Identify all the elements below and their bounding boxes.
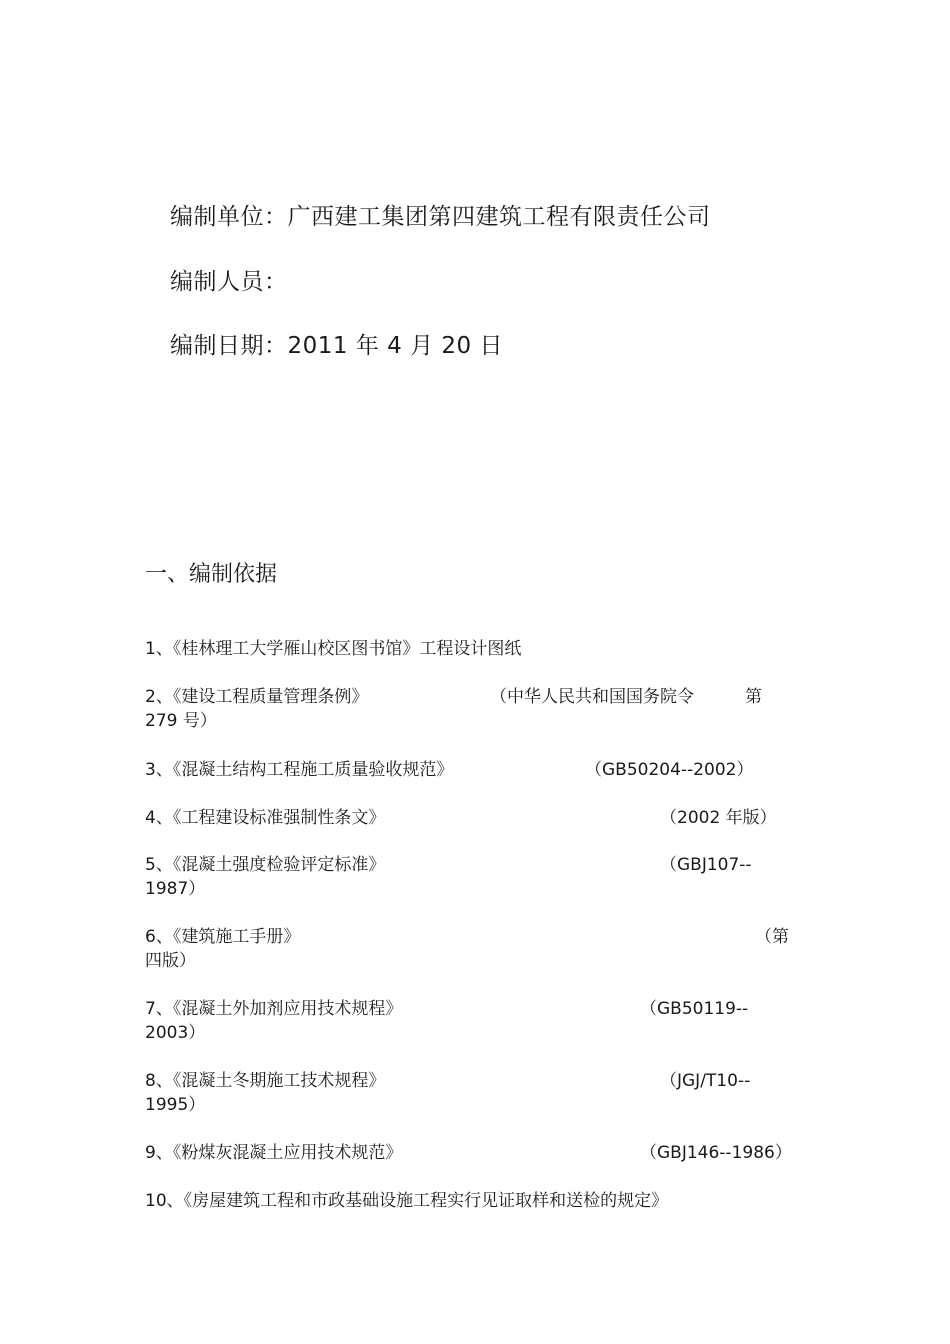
reference-code-continued: 2003） [145, 1023, 206, 1043]
reference-number: 3、 [145, 760, 173, 780]
reference-item-3 [145, 758, 805, 782]
reference-item-5 [145, 853, 805, 899]
reference-number: 8、 [145, 1071, 173, 1091]
reference-code: （GBJ107-- [660, 855, 752, 875]
reference-title: 《建筑施工手册》 [172, 927, 301, 947]
reference-title: 《房屋建筑工程和市政基础设施工程实行见证取样和送检的规定》 [183, 1191, 669, 1211]
reference-item-6 [145, 925, 805, 971]
reference-item-4 [145, 806, 805, 830]
reference-number: 2、 [145, 687, 173, 707]
reference-number: 6、 [145, 927, 173, 947]
reference-number: 9、 [145, 1143, 173, 1163]
reference-code: （中华人民共和国国务院令 第 [490, 687, 762, 707]
reference-code-continued: 四版） [145, 951, 196, 971]
reference-number: 1、 [145, 639, 173, 659]
reference-item-10 [145, 1189, 805, 1213]
reference-code: （GB50119-- [640, 999, 749, 1019]
reference-code: （JGJ/T10-- [660, 1071, 751, 1091]
reference-code: （GBJ146--1986） [640, 1143, 792, 1163]
reference-item-8 [145, 1069, 805, 1115]
compiling-date: 编制日期：2011 年 4 月 20 日 [170, 333, 503, 359]
reference-code: （2002 年版） [660, 808, 777, 828]
reference-number: 4、 [145, 808, 173, 828]
reference-title: 《混凝土冬期施工技术规程》 [172, 1071, 386, 1091]
compiling-staff: 编制人员： [170, 269, 288, 295]
section-heading: 一、编制依据 [145, 562, 278, 587]
compiling-unit: 编制单位：广西建工集团第四建筑工程有限责任公司 [170, 204, 711, 230]
reference-number: 7、 [145, 999, 173, 1019]
reference-item-1 [145, 637, 805, 661]
reference-code: （第 [755, 927, 789, 947]
reference-code-continued: 1995） [145, 1095, 206, 1115]
reference-code-continued: 279 号） [145, 711, 217, 731]
reference-title: 《混凝土强度检验评定标准》 [172, 855, 386, 875]
reference-item-2 [145, 685, 805, 731]
reference-number: 5、 [145, 855, 173, 875]
reference-title: 《建设工程质量管理条例》 [172, 687, 369, 707]
reference-item-7 [145, 997, 805, 1043]
reference-code-continued: 1987） [145, 879, 206, 899]
reference-title: 《工程建设标准强制性条文》 [172, 808, 386, 828]
reference-item-9 [145, 1141, 805, 1165]
reference-title: 《混凝土外加剂应用技术规程》 [172, 999, 403, 1019]
reference-code: （GB50204--2002） [585, 760, 754, 780]
reference-title: 《混凝土结构工程施工质量验收规范》 [172, 760, 454, 780]
reference-title: 《粉煤灰混凝土应用技术规范》 [172, 1143, 403, 1163]
reference-title: 《桂林理工大学雁山校区图书馆》工程设计图纸 [172, 639, 522, 659]
reference-number: 10、 [145, 1191, 184, 1211]
